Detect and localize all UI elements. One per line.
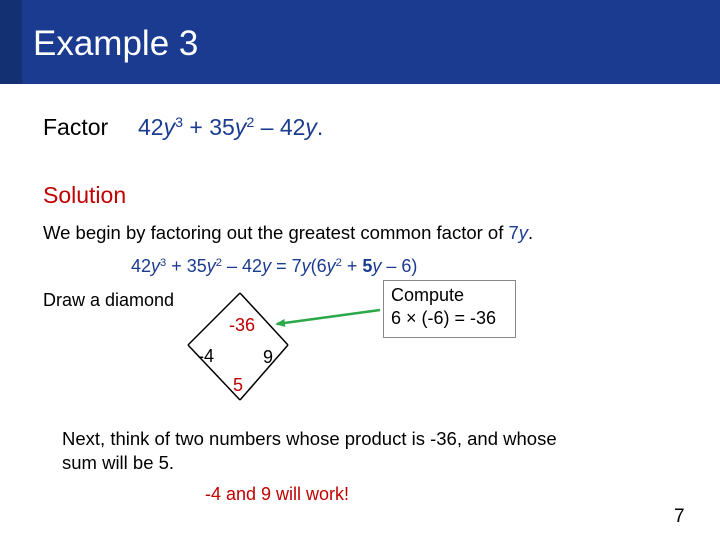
page-number: 7 bbox=[674, 506, 685, 527]
solution-heading: Solution bbox=[43, 182, 127, 208]
draw-diamond-label: Draw a diamond bbox=[43, 290, 175, 310]
compute-line-1: Compute bbox=[391, 285, 465, 305]
next-text-line-1: Next, think of two numbers whose product is -36, and whose bbox=[62, 428, 557, 449]
diamond-right-value: 9 bbox=[262, 347, 274, 367]
compute-line-2: 6 × (-6) = -36 bbox=[391, 308, 497, 328]
diamond-left-value: -4 bbox=[197, 346, 215, 366]
page-title: Example 3 bbox=[33, 24, 199, 63]
diamond-top-value: -36 bbox=[228, 315, 256, 335]
solution-intro: We begin by factoring out the greatest common factor of 7y. bbox=[43, 222, 534, 243]
factor-label: Factor bbox=[43, 114, 109, 140]
conclusion-text: -4 and 9 will work! bbox=[205, 484, 350, 504]
factored-equation: $42y^3 + 35y^2 - 42y = 7y(6y^2 + 5y - 6)$ bbox=[131, 256, 418, 276]
problem-expression: $42y^3 + 35y^2 - 42y$. bbox=[138, 114, 324, 140]
diamond-bottom-value: 5 bbox=[232, 375, 244, 395]
next-text-line-2: sum will be 5. bbox=[62, 452, 175, 473]
compute-arrow bbox=[277, 310, 380, 324]
